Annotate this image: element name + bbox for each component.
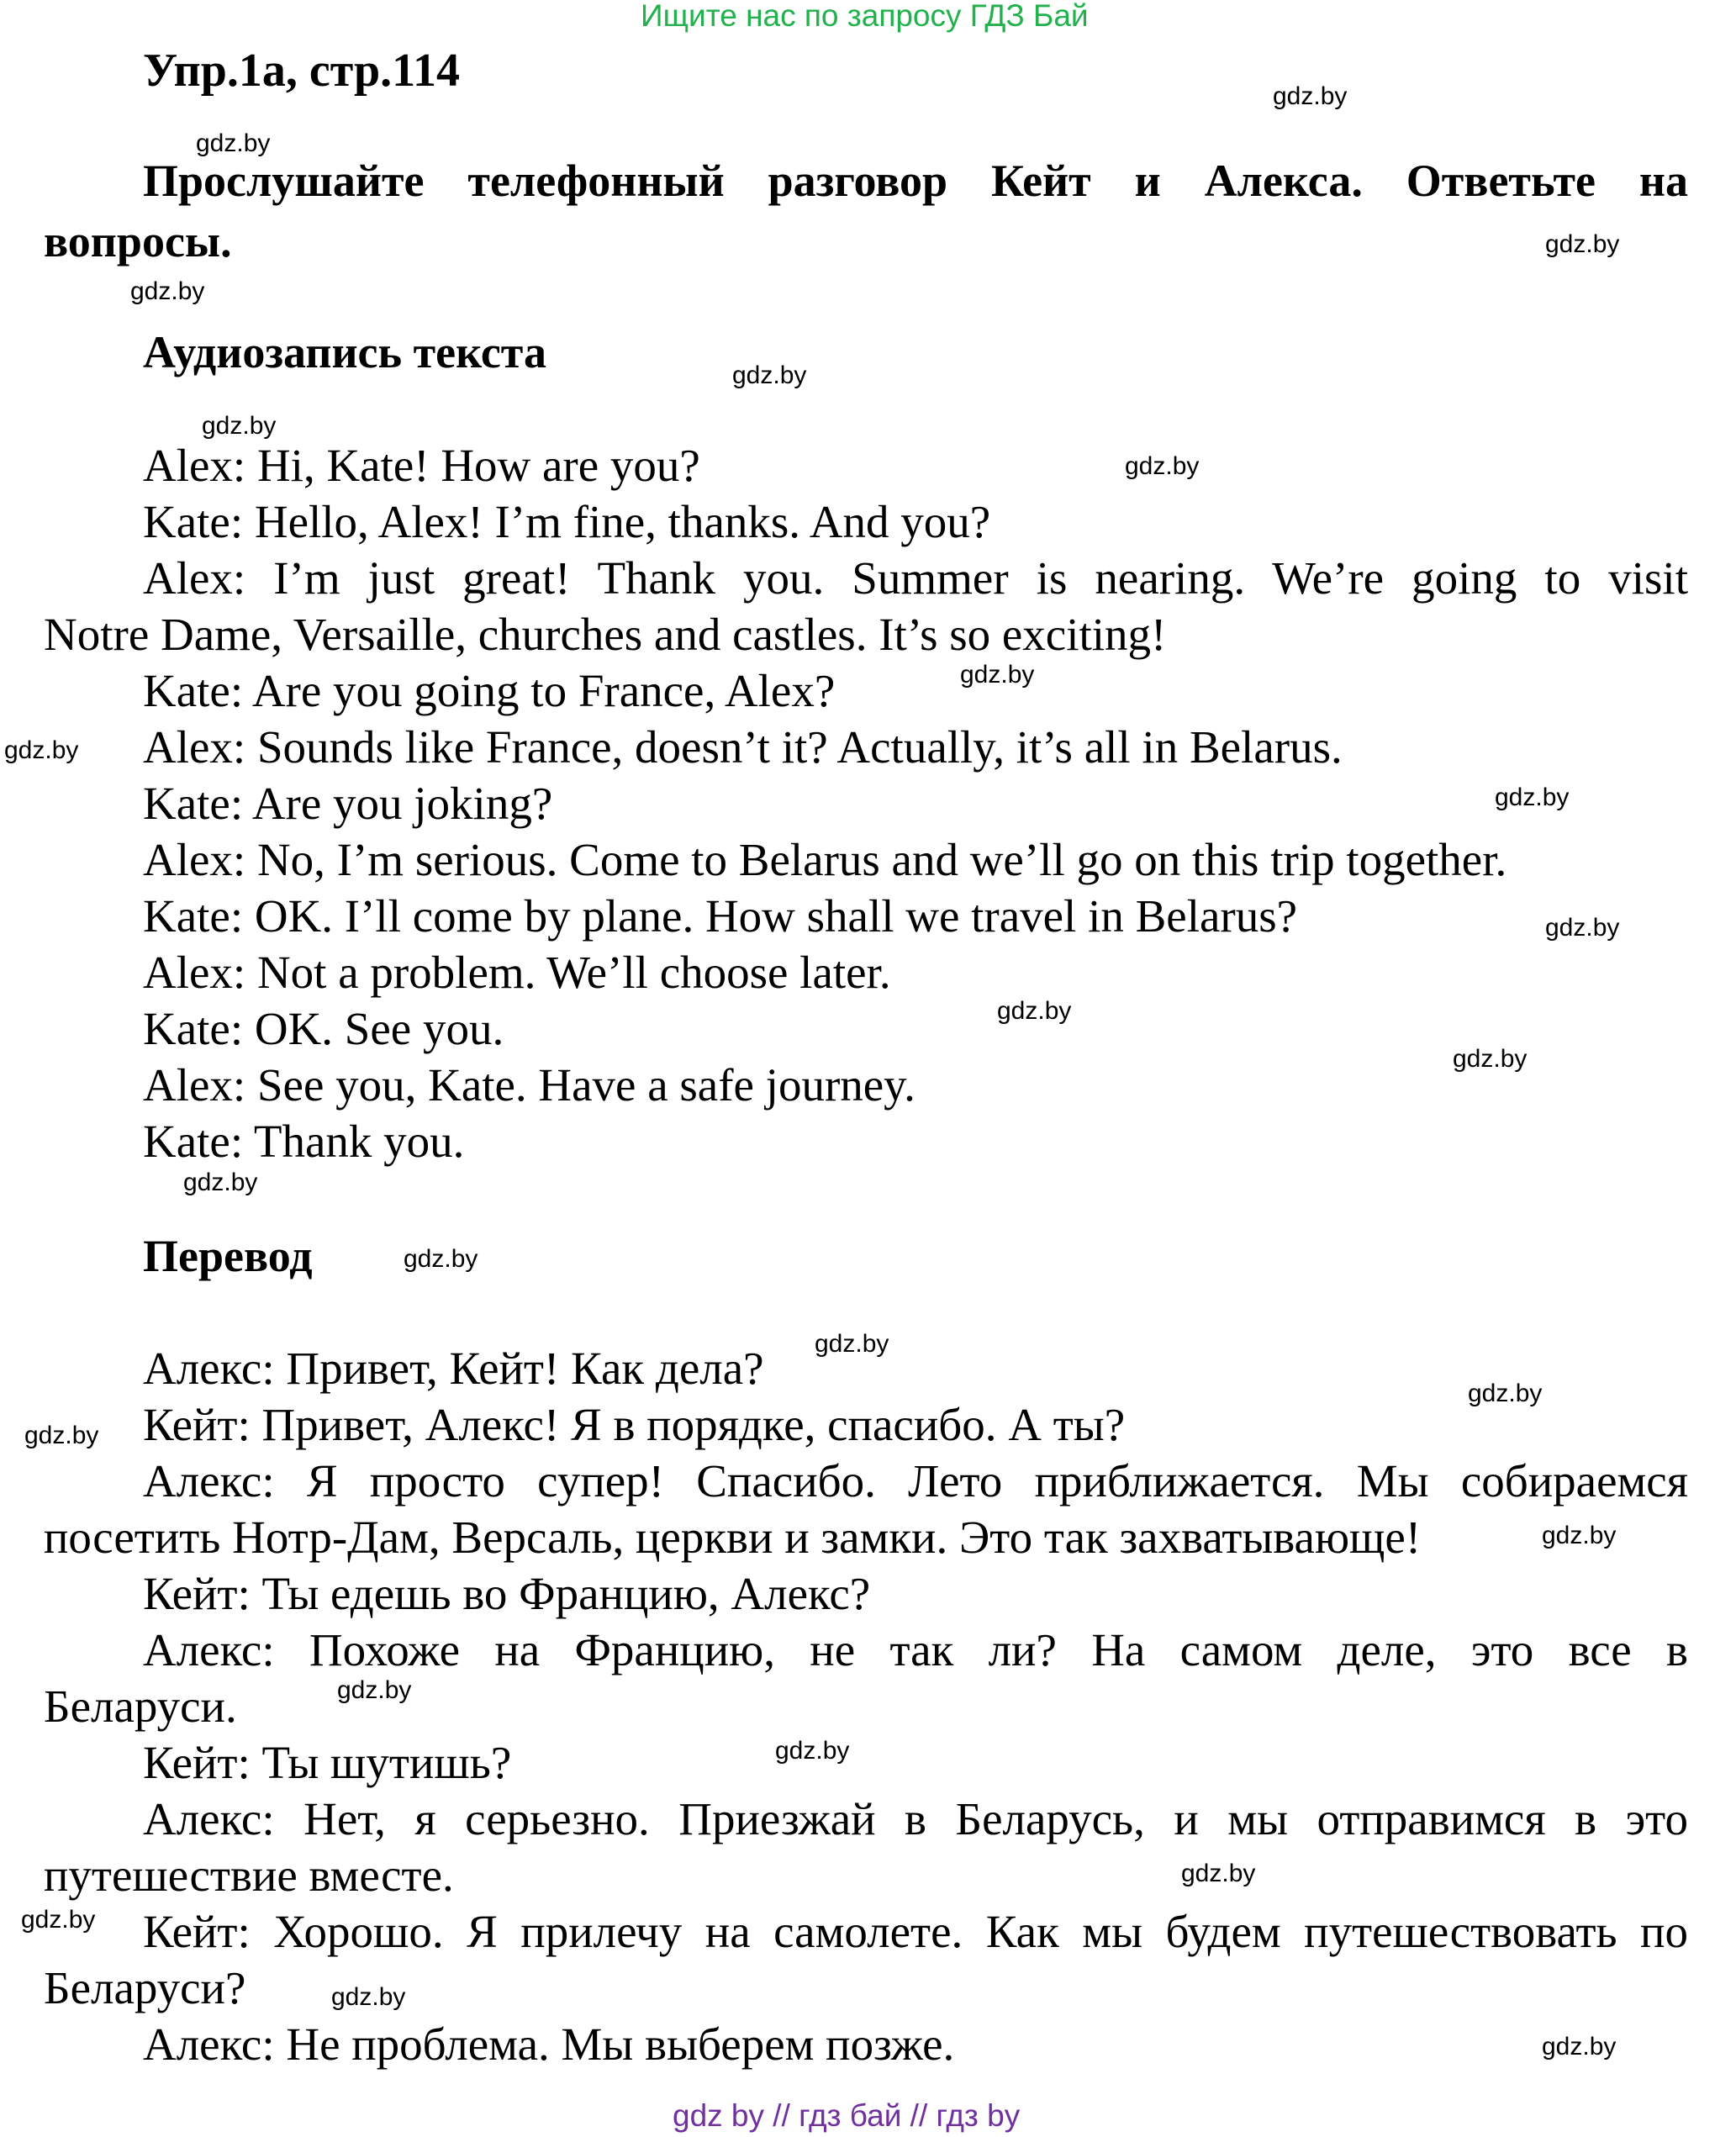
dialogue-ru-line: Кейт: Ты шутишь? <box>143 1737 512 1788</box>
dialogue-ru-line: Беларуси? <box>44 1962 246 2013</box>
dialogue-ru-line: Алекс: Нет, я серьезно. Приезжай в Беларусь, и мы отправимся в это <box>143 1793 1688 1844</box>
watermark: gdz.by <box>1273 82 1348 110</box>
dialogue-en-line: Notre Dame, Versaille, churches and castles. It’s so exciting! <box>44 609 1167 660</box>
dialogue-ru-line: посетить Нотр-Дам, Версаль, церкви и замки. Это так захватывающе! <box>44 1512 1422 1563</box>
dialogue-en-line: Kate: Are you joking? <box>143 778 553 829</box>
dialogue-ru-line: Беларуси. <box>44 1681 237 1732</box>
watermark: gdz.by <box>775 1737 850 1765</box>
dialogue-en-line: Alex: Not a problem. We’ll choose later. <box>143 947 891 998</box>
top-banner: Ищите нас по запросу ГДЗ Бай <box>641 0 1089 33</box>
watermark: gdz.by <box>183 1169 258 1196</box>
dialogue-en-line: Kate: OK. See you. <box>143 1003 504 1054</box>
watermark: gdz.by <box>404 1245 478 1273</box>
watermark: gdz.by <box>815 1330 889 1358</box>
dialogue-ru-line: Алекс: Я просто супер! Спасибо. Лето приближается. Мы собираемся <box>143 1455 1688 1506</box>
watermark: gdz.by <box>202 412 277 440</box>
dialogue-en-line: Kate: Are you going to France, Alex? <box>143 665 836 716</box>
dialogue-ru-line: Кейт: Привет, Алекс! Я в порядке, спасибо. А ты? <box>143 1399 1126 1450</box>
watermark: gdz.by <box>337 1676 412 1704</box>
dialogue-ru-line: Кейт: Ты едешь во Францию, Алекс? <box>143 1568 871 1619</box>
dialogue-ru-line: путешествие вместе. <box>44 1849 454 1901</box>
dialogue-ru-line: Алекс: Привет, Кейт! Как дела? <box>143 1343 764 1394</box>
watermark: gdz.by <box>1125 452 1200 480</box>
dialogue-ru-line: Кейт: Хорошо. Я прилечу на самолете. Как мы будем путешествовать по <box>143 1906 1688 1957</box>
dialogue-en-line: Alex: I’m just great! Thank you. Summer is nearing. We’re going to visit <box>143 552 1688 604</box>
exercise-title: Упр.1а, стр.114 <box>143 45 461 97</box>
dialogue-ru-line: Алекс: Похоже на Францию, не так ли? На самом деле, это все в <box>143 1624 1688 1675</box>
dialogue-en-line: Kate: OK. I’ll come by plane. How shall we travel in Belarus? <box>143 890 1298 942</box>
dialogue-ru-line: Алекс: Не проблема. Мы выберем позже. <box>143 2018 955 2070</box>
dialogue-en-line: Alex: Sounds like France, doesn’t it? Actually, it’s all in Belarus. <box>143 721 1343 773</box>
watermark: gdz.by <box>1545 230 1620 258</box>
dialogue-en-line: Alex: See you, Kate. Have a safe journey. <box>143 1059 915 1111</box>
watermark: gdz.by <box>130 277 205 305</box>
watermark: gdz.by <box>1181 1860 1256 1887</box>
dialogue-en-line: Alex: Hi, Kate! How are you? <box>143 440 700 491</box>
watermark: gdz.by <box>196 129 271 157</box>
watermark: gdz.by <box>997 997 1072 1025</box>
dialogue-en-line: Kate: Thank you. <box>143 1116 465 1167</box>
watermark: gdz.by <box>1495 784 1570 811</box>
watermark: gdz.by <box>1545 914 1620 942</box>
watermark: gdz.by <box>1542 1522 1617 1549</box>
task-line-2: вопросы. <box>44 216 232 266</box>
watermark: gdz.by <box>1542 2033 1617 2060</box>
dialogue-en-line: Alex: No, I’m serious. Come to Belarus and we’ll go on this trip together. <box>143 834 1507 885</box>
watermark: gdz.by <box>732 361 807 389</box>
translation-heading: Перевод <box>143 1231 313 1281</box>
watermark: gdz.by <box>331 1983 406 2011</box>
dialogue-en-line: Kate: Hello, Alex! I’m fine, thanks. And you? <box>143 496 991 547</box>
watermark: gdz.by <box>24 1422 99 1449</box>
task-line-1: Прослушайте телефонный разговор Кейт и Алекса. Ответьте на <box>143 156 1688 206</box>
audio-heading: Аудиозапись текста <box>143 327 546 377</box>
footer-links: gdz by // гдз бай // гдз by <box>673 2098 1021 2133</box>
watermark: gdz.by <box>1468 1380 1543 1407</box>
watermark: gdz.by <box>1453 1045 1528 1073</box>
watermark: gdz.by <box>21 1906 96 1934</box>
watermark: gdz.by <box>4 736 79 764</box>
watermark: gdz.by <box>960 661 1035 689</box>
